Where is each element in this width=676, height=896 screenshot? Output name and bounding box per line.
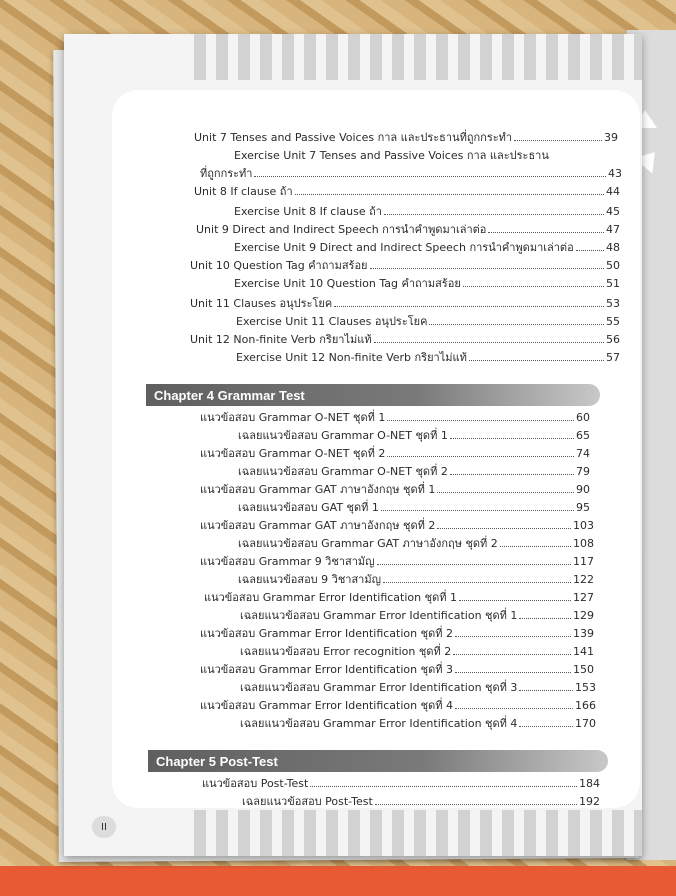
page-ref: 170 bbox=[575, 717, 596, 730]
page-ref: 74 bbox=[576, 447, 590, 460]
page-ref: 56 bbox=[606, 333, 620, 346]
toc-entry bbox=[200, 552, 594, 570]
dot-leader bbox=[377, 563, 571, 565]
dot-leader bbox=[334, 305, 604, 307]
page-ref: 129 bbox=[573, 609, 594, 622]
page-ref: 60 bbox=[576, 411, 590, 424]
dot-leader bbox=[488, 231, 604, 233]
toc-page bbox=[64, 34, 642, 856]
dot-leader bbox=[519, 617, 571, 619]
entry-title: แนวข้อสอบ Grammar 9 วิชาสามัญ bbox=[200, 555, 375, 568]
toc-entry bbox=[240, 678, 596, 696]
toc-entry bbox=[234, 238, 620, 256]
entry-title: แนวข้อสอบ Grammar O-NET ชุดที่ 2 bbox=[200, 447, 386, 460]
toc-entry bbox=[194, 182, 620, 200]
dot-leader bbox=[519, 725, 573, 727]
page-ref: 55 bbox=[606, 315, 620, 328]
dot-leader bbox=[514, 139, 602, 141]
dot-leader bbox=[310, 785, 577, 787]
entry-title: เฉลยแนวข้อสอบ Error recognition ชุดที่ 2 bbox=[240, 645, 452, 658]
entry-title: Unit 12 Non-finite Verb กริยาไม่แท้ bbox=[190, 333, 372, 346]
entry-title: Unit 9 Direct and Indirect Speech การนำคำพูดมาเล่าต่อ bbox=[196, 223, 487, 236]
dot-leader bbox=[387, 455, 574, 457]
entry-title: เฉลยแนวข้อสอบ GAT ชุดที่ 1 bbox=[238, 501, 379, 514]
toc-entry bbox=[238, 426, 590, 444]
dot-leader bbox=[463, 285, 604, 287]
toc-entry bbox=[240, 606, 594, 624]
dot-leader bbox=[500, 545, 571, 547]
chapter-5-heading: Chapter 5 Post-Test bbox=[148, 750, 608, 772]
page-ref: 141 bbox=[573, 645, 594, 658]
page-ref: 39 bbox=[604, 131, 618, 144]
toc-entry bbox=[238, 498, 590, 516]
page-ref: 79 bbox=[576, 465, 590, 478]
page-ref: 192 bbox=[579, 795, 600, 808]
toc-panel bbox=[112, 90, 640, 808]
toc-entry bbox=[200, 408, 590, 426]
toc-entry bbox=[200, 624, 594, 642]
page-ref: 50 bbox=[606, 259, 620, 272]
bottom-stripe-decoration bbox=[184, 810, 642, 856]
dot-leader bbox=[450, 437, 574, 439]
entry-title: เฉลยแนวข้อสอบ Grammar Error Identification ชุดที่ 3 bbox=[240, 681, 518, 694]
entry-title: แนวข้อสอบ Grammar O-NET ชุดที่ 1 bbox=[200, 411, 386, 424]
entry-title: แนวข้อสอบ Grammar Error Identification ชุดที่ 1 bbox=[204, 591, 457, 604]
page-ref: 90 bbox=[576, 483, 590, 496]
entry-title: เฉลยแนวข้อสอบ Grammar GAT ภาษาอังกฤษ ชุดที่ 2 bbox=[238, 537, 498, 550]
toc-entry bbox=[234, 202, 620, 220]
toc-entry bbox=[242, 792, 600, 810]
dot-leader bbox=[576, 249, 604, 251]
entry-title: Unit 7 Tenses and Passive Voices กาล และประธานที่ถูกกระทำ bbox=[194, 131, 513, 144]
dot-leader bbox=[519, 689, 573, 691]
toc-entry bbox=[240, 714, 596, 732]
dot-leader bbox=[374, 341, 604, 343]
entry-title: แนวข้อสอบ Grammar Error Identification ชุดที่ 2 bbox=[200, 627, 453, 640]
entry-title: แนวข้อสอบ Grammar Error Identification ชุดที่ 3 bbox=[200, 663, 453, 676]
page-ref: 166 bbox=[575, 699, 596, 712]
entry-title: เฉลยแนวข้อสอบ Grammar Error Identification ชุดที่ 4 bbox=[240, 717, 518, 730]
dot-leader bbox=[455, 671, 571, 673]
page-ref: 103 bbox=[573, 519, 594, 532]
toc-entry bbox=[202, 774, 600, 792]
toc-entry bbox=[238, 534, 594, 552]
entry-title: แนวข้อสอบ Post-Test bbox=[202, 777, 309, 790]
entry-title: แนวข้อสอบ Grammar GAT ภาษาอังกฤษ ชุดที่ 1 bbox=[200, 483, 436, 496]
dot-leader bbox=[370, 267, 605, 269]
dot-leader bbox=[469, 359, 604, 361]
entry-title: Unit 10 Question Tag คำถามสร้อย bbox=[190, 259, 368, 272]
toc-entry bbox=[200, 660, 594, 678]
page-ref: 43 bbox=[608, 167, 622, 180]
page-ref: 127 bbox=[573, 591, 594, 604]
toc-entry bbox=[204, 588, 594, 606]
dot-leader bbox=[450, 473, 574, 475]
dot-leader bbox=[429, 323, 604, 325]
page-ref: 47 bbox=[606, 223, 620, 236]
entry-title: แนวข้อสอบ Grammar GAT ภาษาอังกฤษ ชุดที่ 2 bbox=[200, 519, 436, 532]
page-ref: 53 bbox=[606, 297, 620, 310]
page-ref: 139 bbox=[573, 627, 594, 640]
entry-title: Exercise Unit 8 If clause ถ้า bbox=[234, 205, 382, 218]
toc-entry bbox=[236, 348, 620, 366]
toc-entry bbox=[200, 480, 590, 498]
dot-leader bbox=[375, 803, 577, 805]
entry-title: Exercise Unit 12 Non-finite Verb กริยาไม่แท้ bbox=[236, 351, 467, 364]
entry-title: ที่ถูกกระทำ bbox=[200, 167, 253, 180]
entry-title: Exercise Unit 7 Tenses and Passive Voices กาล และประธาน bbox=[234, 149, 549, 162]
page-ref: 95 bbox=[576, 501, 590, 514]
page-number: II bbox=[92, 816, 116, 838]
toc-entry bbox=[196, 220, 620, 238]
dot-leader bbox=[455, 635, 571, 637]
dot-leader bbox=[254, 175, 606, 177]
toc-entry bbox=[240, 642, 594, 660]
toc-entry bbox=[238, 570, 594, 588]
toc-entry bbox=[200, 164, 622, 182]
dot-leader bbox=[459, 599, 571, 601]
dot-leader bbox=[437, 491, 574, 493]
entry-title: เฉลยแนวข้อสอบ 9 วิชาสามัญ bbox=[238, 573, 381, 586]
dot-leader bbox=[387, 419, 574, 421]
entry-title: Unit 11 Clauses อนุประโยค bbox=[190, 297, 333, 310]
toc-entry bbox=[234, 146, 618, 164]
page-ref: 108 bbox=[573, 537, 594, 550]
toc-entry bbox=[190, 294, 620, 312]
toc-entry bbox=[200, 516, 594, 534]
page-ref: 184 bbox=[579, 777, 600, 790]
page-ref: 65 bbox=[576, 429, 590, 442]
dot-leader bbox=[453, 653, 571, 655]
page-ref: 44 bbox=[606, 185, 620, 198]
bottom-color-band bbox=[0, 866, 676, 896]
entry-title: Exercise Unit 10 Question Tag คำถามสร้อย bbox=[234, 277, 461, 290]
page-ref: 153 bbox=[575, 681, 596, 694]
top-stripe-decoration bbox=[184, 34, 642, 80]
page-ref: 48 bbox=[606, 241, 620, 254]
entry-title: เฉลยแนวข้อสอบ Post-Test bbox=[242, 795, 373, 808]
toc-entry bbox=[238, 462, 590, 480]
page-ref: 122 bbox=[573, 573, 594, 586]
entry-title: แนวข้อสอบ Grammar Error Identification ชุดที่ 4 bbox=[200, 699, 453, 712]
chapter-4-heading: Chapter 4 Grammar Test bbox=[146, 384, 600, 406]
page-ref: 57 bbox=[606, 351, 620, 364]
toc-entry bbox=[234, 274, 620, 292]
entry-title: เฉลยแนวข้อสอบ Grammar Error Identification ชุดที่ 1 bbox=[240, 609, 518, 622]
entry-title: เฉลยแนวข้อสอบ Grammar O-NET ชุดที่ 2 bbox=[238, 465, 448, 478]
toc-entry bbox=[190, 256, 620, 274]
dot-leader bbox=[384, 213, 604, 215]
page-ref: 150 bbox=[573, 663, 594, 676]
dot-leader bbox=[455, 707, 573, 709]
dot-leader bbox=[383, 581, 571, 583]
toc-entry bbox=[200, 444, 590, 462]
entry-title: Exercise Unit 11 Clauses อนุประโยค bbox=[236, 315, 428, 328]
toc-entry bbox=[194, 128, 618, 146]
dot-leader bbox=[381, 509, 574, 511]
entry-title: Exercise Unit 9 Direct and Indirect Speech การนำคำพูดมาเล่าต่อ bbox=[234, 241, 574, 254]
page-ref: 45 bbox=[606, 205, 620, 218]
entry-title: Unit 8 If clause ถ้า bbox=[194, 185, 293, 198]
dot-leader bbox=[437, 527, 571, 529]
toc-entry bbox=[190, 330, 620, 348]
toc-entry bbox=[236, 312, 620, 330]
toc-entry bbox=[200, 696, 596, 714]
page-ref: 117 bbox=[573, 555, 594, 568]
page-ref: 51 bbox=[606, 277, 620, 290]
dot-leader bbox=[295, 193, 604, 195]
entry-title: เฉลยแนวข้อสอบ Grammar O-NET ชุดที่ 1 bbox=[238, 429, 448, 442]
